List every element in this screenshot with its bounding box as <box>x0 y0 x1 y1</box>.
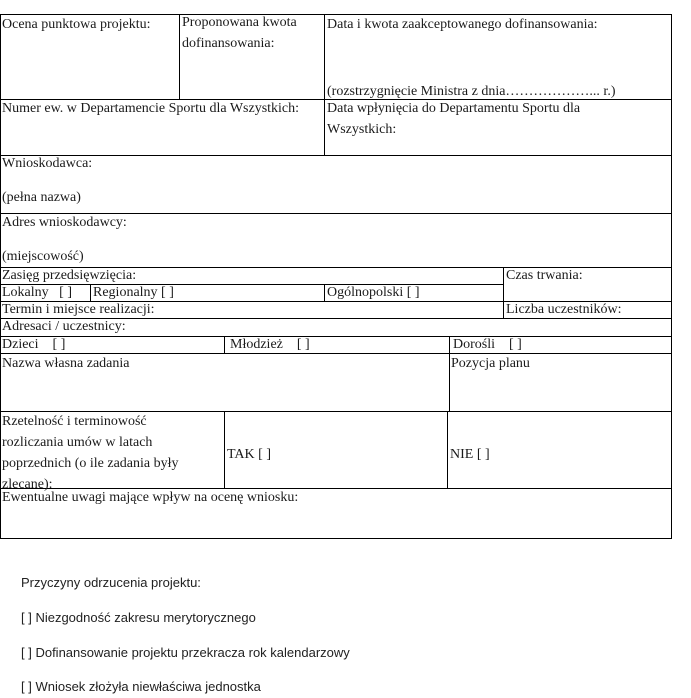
label-termin-miejsce: Termin i miejsce realizacji: <box>2 302 155 317</box>
checkbox-ogolnopolski[interactable]: Ogólnopolski [ ] <box>327 285 420 300</box>
label-rzetelnosc: Rzetelność i terminowość rozliczania umów w latach poprzednich (o ile zadania były zlecane): <box>2 414 179 492</box>
border-right <box>671 14 672 539</box>
label-liczba-uczestnikow: Liczba uczestników: <box>506 302 622 317</box>
col-divider <box>503 267 504 319</box>
rejection-option-wrong-unit[interactable]: [ ] Wniosek złożyła niewłaściwa jednostka <box>21 679 261 694</box>
label-nazwa-zadania: Nazwa własna zadania <box>2 356 130 371</box>
rejection-option-scope[interactable]: [ ] Niezgodność zakresu merytorycznego <box>21 610 256 625</box>
label-miejscowosc: (miejscowość) <box>2 249 84 264</box>
label-uwagi: Ewentualne uwagi mające wpływ na ocenę wniosku: <box>2 490 299 505</box>
border-left <box>0 14 1 539</box>
checkbox-mlodziez[interactable]: Młodzież [ ] <box>230 337 310 352</box>
border-top <box>0 14 672 15</box>
rejection-heading: Przyczyny odrzucenia projektu: <box>21 575 201 590</box>
rejection-option-calendar-year[interactable]: [ ] Dofinansowanie projektu przekracza rok kalendarzowy <box>21 645 350 660</box>
col-divider <box>324 284 325 302</box>
checkbox-tak[interactable]: TAK [ ] <box>227 447 271 462</box>
checkbox-dzieci[interactable]: Dzieci [ ] <box>2 337 66 352</box>
label-ocena-punktowa: Ocena punktowa projektu: <box>2 17 151 32</box>
border-bottom <box>0 538 672 539</box>
label-zasieg: Zasięg przedsięwzięcia: <box>2 268 137 283</box>
col-divider <box>324 14 325 156</box>
row-divider <box>0 353 672 354</box>
label-numer-ewidencyjny: Numer ew. w Departamencie Sportu dla Wszystkich: <box>2 101 300 116</box>
row-divider <box>0 155 672 156</box>
row-divider <box>0 336 672 337</box>
label-adres-wnioskodawcy: Adres wnioskodawcy: <box>2 215 127 230</box>
label-wnioskodawca: Wnioskodawca: <box>2 156 93 171</box>
col-divider <box>224 336 225 354</box>
checkbox-dorosli[interactable]: Dorośli [ ] <box>453 337 522 352</box>
label-adresaci: Adresaci / uczestnicy: <box>2 319 126 334</box>
col-divider <box>179 14 180 100</box>
label-proponowana-kwota: Proponowana kwota dofinansowania: <box>182 15 297 51</box>
label-pozycja-planu: Pozycja planu <box>451 356 530 371</box>
col-divider <box>449 336 450 412</box>
label-czas-trwania: Czas trwania: <box>506 268 583 283</box>
label-pelna-nazwa: (pełna nazwa) <box>2 190 81 205</box>
col-divider <box>90 284 91 302</box>
col-divider <box>447 411 448 489</box>
label-rozstrzygniecie: (rozstrzygnięcie Ministra z dnia………………... r.) <box>327 84 616 99</box>
checkbox-nie[interactable]: NIE [ ] <box>450 447 490 462</box>
label-data-wplyniecia: Data wpłynięcia do Departamentu Sportu dla Wszystkich: <box>327 101 581 137</box>
checkbox-lokalny[interactable]: Lokalny [ ] <box>2 285 72 300</box>
col-divider <box>224 411 225 489</box>
label-data-i-kwota: Data i kwota zaakceptowanego dofinansowania: <box>327 17 598 32</box>
checkbox-regionalny[interactable]: Regionalny [ ] <box>93 285 174 300</box>
